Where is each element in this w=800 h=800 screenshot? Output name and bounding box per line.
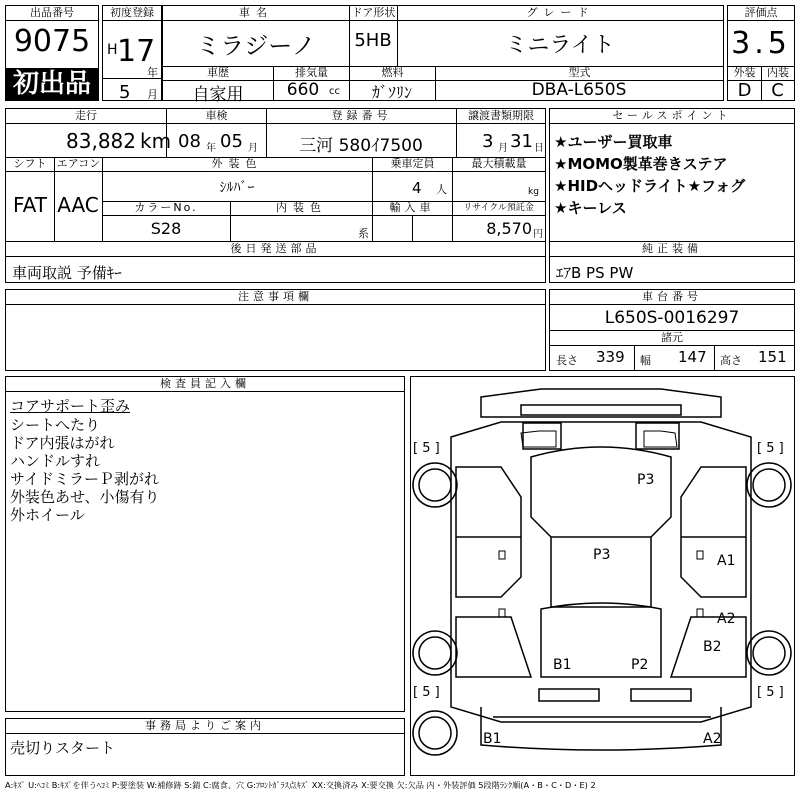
score-label: 評価点: [728, 6, 794, 21]
legend: A:ｷｽﾞ U:ﾍｺﾐ B:ｷｽﾞを伴うﾍｺﾐ P:要塗装 W:補修跡 S:錆 C:腐食、穴 G:ﾌﾛﾝﾄｶﾞﾗｽ点ｷｽﾞ XX:交換済み X:要交換 欠:欠品 内・外装評価 5段階ﾗﾝｸ順(A・B・C・D・E) 2: [5, 780, 596, 790]
main-header-box: [162, 5, 724, 105]
car-diagram: [411, 377, 794, 775]
inspection-label: 車検: [166, 109, 266, 124]
score-box: [727, 5, 795, 101]
reg-year: 17: [117, 34, 156, 69]
inspector-box: [5, 376, 405, 712]
tire-front-left: [ 5 ]: [413, 441, 440, 456]
damage-rear-l: B1: [553, 657, 572, 673]
tire-rear-right: [ 5 ]: [757, 685, 784, 700]
inspector-line: ハンドルすれ: [10, 452, 101, 470]
door-type: 5HB: [354, 30, 392, 51]
recycle-unit: 円: [533, 229, 543, 240]
damage-bumper-l: B1: [483, 731, 502, 747]
chassis-box: [549, 289, 795, 371]
car-name-label: 車名: [163, 6, 349, 21]
first-reg-box: [102, 5, 162, 101]
aircon-label: エアコン: [54, 157, 102, 172]
plate-label: 登録番号: [266, 109, 456, 124]
grade-label: グレード: [397, 6, 723, 21]
inspector-line: シートへたり: [10, 416, 101, 434]
height: 151: [758, 348, 787, 366]
exterior-label: 外装: [728, 66, 761, 81]
door-label: ドア形状: [349, 6, 397, 21]
lot-label: 出品番号: [6, 6, 98, 21]
car-name: ミラジーノ: [196, 32, 316, 60]
int-color-label: 内装色: [230, 201, 372, 216]
inspector-line: サイドミラーＰ剥がれ: [10, 470, 159, 488]
displacement-label: 排気量: [273, 66, 349, 81]
ext-color-label: 外装色: [102, 157, 372, 172]
mileage-unit: km: [140, 129, 172, 153]
sales-point: ★キーレス: [554, 199, 627, 217]
tire-front-right: [ 5 ]: [757, 441, 784, 456]
dimensions-label: 諸元: [550, 330, 794, 346]
width: 147: [678, 348, 707, 366]
height-label: 高さ: [720, 354, 742, 367]
transfer-label: 譲渡書類期限: [456, 109, 545, 124]
exterior-score: D: [737, 80, 752, 101]
sales-point: ★ユーザー買取車: [554, 133, 673, 151]
reg-month-unit: 月: [147, 88, 158, 101]
capacity-label: 乗車定員: [372, 157, 452, 172]
inspection-month-unit: 月: [248, 143, 258, 154]
inspection-year-unit: 年: [206, 143, 216, 154]
model: DBA-L650S: [531, 80, 627, 100]
damage-door-fr: A1: [717, 553, 736, 569]
spec-box: [5, 108, 546, 243]
length: 339: [596, 348, 625, 366]
color-no: S28: [150, 219, 182, 238]
damage-hood: P3: [637, 472, 655, 488]
genuine-box: [549, 241, 795, 283]
model-label: 型式: [435, 66, 723, 81]
sales-point: ★MOMO製革巻きステア: [554, 155, 728, 173]
shift-label: シフト: [6, 157, 54, 172]
capacity-unit: 人: [436, 183, 447, 196]
reg-year-unit: 年: [147, 66, 158, 79]
first-reg-label: 初度登録: [103, 6, 161, 21]
genuine-label: 純正装備: [550, 242, 794, 257]
notes-label: 注意事項欄: [6, 290, 545, 305]
mileage: 83,882: [66, 129, 136, 153]
max-load-unit: kg: [528, 187, 539, 197]
displacement: 660: [286, 80, 320, 100]
damage-diagram-box: [410, 376, 795, 776]
later-parts-label: 後日発送部品: [6, 242, 545, 257]
length-label: 長さ: [556, 354, 578, 367]
recycle: 8,570: [486, 219, 532, 238]
damage-door-rr: A2: [717, 611, 736, 627]
transfer-month-unit: 月: [498, 143, 508, 154]
later-parts: 車両取説 予備ｷｰ: [12, 264, 122, 282]
color-no-label: カラーNo.: [102, 201, 230, 216]
displacement-unit: cc: [329, 86, 340, 97]
lot-number: 9075: [13, 24, 91, 59]
import-label: 輸入車: [372, 201, 452, 216]
inspector-line: 外ホイール: [10, 506, 85, 524]
inspector-line: 外装色あせ、小傷有り: [10, 488, 160, 506]
inspector-line: コアサポート歪み: [10, 397, 131, 415]
mileage-label: 走行: [6, 109, 166, 124]
grade: ミニライト: [505, 33, 615, 58]
reg-month: 5: [119, 82, 131, 103]
aircon: AAC: [57, 193, 99, 217]
int-color-unit: 系: [358, 227, 369, 240]
sales-point: ★HIDヘッドライト★フォグ: [554, 177, 746, 195]
recycle-label: リサイクル預託金: [452, 201, 545, 216]
transfer-day: 31: [510, 131, 533, 152]
genuine-equipment: ｴｱB PS PW: [556, 264, 634, 282]
inspector-line: ドア内張はがれ: [10, 434, 115, 452]
width-label: 幅: [640, 354, 651, 367]
office-notes: 売切りスタート: [10, 739, 116, 757]
transfer-day-unit: 日: [534, 143, 544, 154]
office-label: 事務局よりご案内: [6, 719, 404, 734]
damage-bumper-r: A2: [703, 731, 722, 747]
interior-score: C: [771, 80, 784, 101]
sales-box: [549, 108, 795, 243]
transfer-month: 3: [482, 131, 494, 152]
plate: 三河 580ｲ7500: [299, 136, 423, 156]
lot-box: [5, 5, 99, 101]
later-parts-box: [5, 241, 546, 283]
fuel: ｶﾞｿﾘﾝ: [371, 83, 412, 102]
tire-rear-left: [ 5 ]: [413, 685, 440, 700]
score: 3.5: [731, 26, 791, 61]
chassis-label: 車台番号: [550, 290, 794, 305]
damage-roof: P3: [593, 547, 611, 563]
inspector-label: 検査員記入欄: [6, 377, 404, 392]
capacity: 4: [412, 179, 422, 197]
max-load-label: 最大積載量: [452, 157, 545, 172]
damage-rear-r: P2: [631, 657, 649, 673]
era: H: [107, 42, 118, 58]
shift: FAT: [12, 193, 47, 217]
history: 自家用: [192, 85, 244, 105]
sales-label: セールスポイント: [550, 109, 794, 124]
fuel-label: 燃料: [349, 66, 435, 81]
interior-label: 内装: [761, 66, 794, 81]
notes-box: [5, 289, 546, 371]
inspection-year: 08: [178, 131, 201, 152]
office-box: [5, 718, 405, 776]
chassis-number: L650S-0016297: [604, 308, 740, 328]
ext-color: ｼﾙﾊﾞｰ: [219, 180, 255, 196]
first-listing-badge: 初出品: [6, 68, 98, 100]
inspection-month: 05: [220, 131, 243, 152]
damage-quarter-r: B2: [703, 639, 722, 655]
history-label: 車歴: [163, 66, 273, 81]
